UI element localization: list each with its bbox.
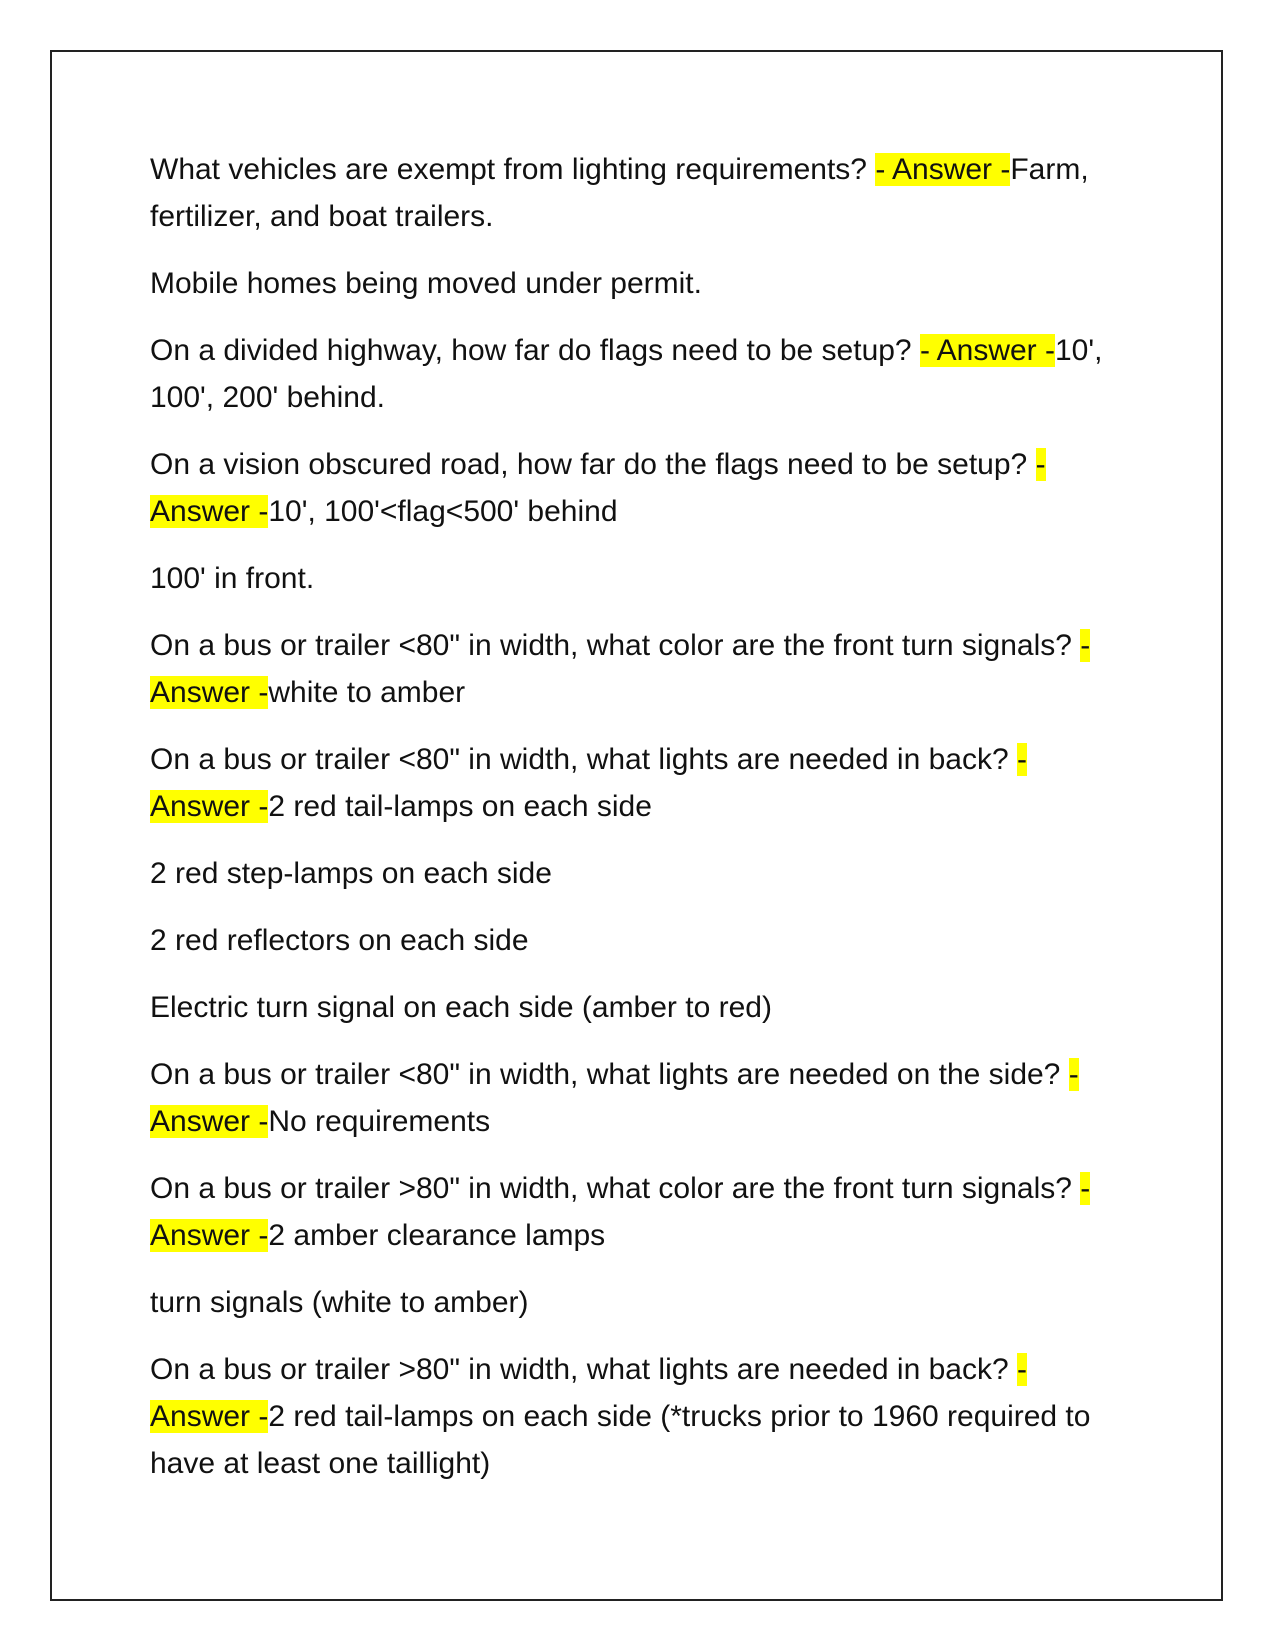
answer-text: white to amber [268, 676, 466, 709]
body-text: Electric turn signal on each side (amber to red) [150, 991, 772, 1024]
answer-text: Farm, fertilizer, and boat trailers. [150, 153, 1089, 233]
answer-marker: - Answer - [150, 743, 1027, 823]
question-text: On a bus or trailer >80" in width, what color are the front turn signals? [150, 1172, 1081, 1205]
question-text: On a bus or trailer <80" in width, what color are the front turn signals? [150, 629, 1081, 662]
answer-text: 10', 100'<flag<500' behind [268, 495, 618, 528]
question-text: What vehicles are exempt from lighting requirements? [150, 153, 876, 186]
answer-text: 2 amber clearance lamps [268, 1219, 606, 1252]
qa-paragraph [150, 1346, 1130, 1487]
question-text: On a vision obscured road, how far do the flags need to be setup? [150, 448, 1036, 481]
qa-paragraph [150, 736, 1130, 830]
answer-marker: - Answer - [150, 629, 1091, 709]
answer-text: 2 red tail-lamps on each side (*trucks prior to 1960 required to have at least one taillight) [150, 1400, 1091, 1480]
qa-paragraph [150, 327, 1130, 421]
question-text: On a divided highway, how far do flags need to be setup? [150, 334, 920, 367]
qa-paragraph [150, 1165, 1130, 1259]
text-paragraph [150, 850, 1130, 897]
answer-marker: - Answer - [150, 1058, 1079, 1138]
body-text: 100' in front. [150, 562, 315, 595]
answer-text: 10', 100', 200' behind. [150, 334, 1103, 414]
text-paragraph [150, 917, 1130, 964]
answer-marker: - Answer - [919, 334, 1055, 367]
text-paragraph [150, 984, 1130, 1031]
answer-marker: - Answer - [150, 1172, 1091, 1252]
body-text: Mobile homes being moved under permit. [150, 267, 702, 300]
qa-paragraph [150, 146, 1130, 240]
question-text: On a bus or trailer <80" in width, what lights are needed on the side? [150, 1058, 1069, 1091]
qa-paragraph [150, 441, 1130, 535]
answer-marker: - Answer - [875, 153, 1011, 186]
qa-paragraph [150, 1051, 1130, 1145]
text-paragraph [150, 260, 1130, 307]
qa-paragraph [150, 622, 1130, 716]
body-text: turn signals (white to amber) [150, 1286, 529, 1319]
answer-marker: - Answer - [150, 1353, 1027, 1433]
document-body [150, 146, 1130, 1507]
question-text: On a bus or trailer <80" in width, what lights are needed in back? [150, 743, 1017, 776]
answer-text: No requirements [268, 1105, 491, 1138]
text-paragraph [150, 555, 1130, 602]
answer-text: 2 red tail-lamps on each side [268, 790, 652, 823]
question-text: On a bus or trailer >80" in width, what lights are needed in back? [150, 1353, 1017, 1386]
answer-marker: - Answer - [150, 448, 1046, 528]
body-text: 2 red reflectors on each side [150, 924, 529, 957]
body-text: 2 red step-lamps on each side [150, 857, 552, 890]
text-paragraph [150, 1279, 1130, 1326]
